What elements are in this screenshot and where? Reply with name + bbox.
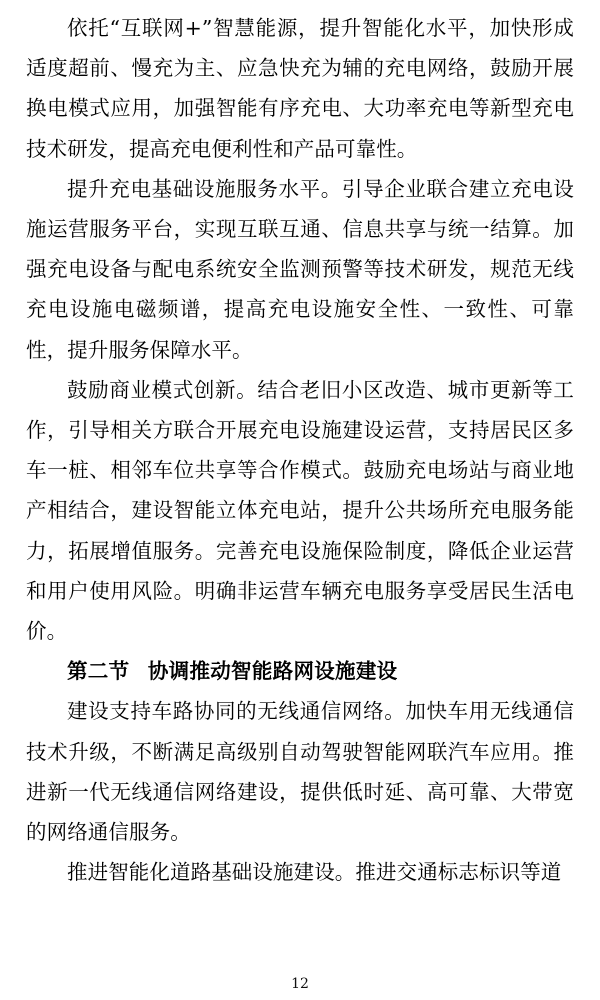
paragraph-5: 推进智能化道路基础设施建设。推进交通标志标识等道	[67, 860, 562, 885]
section-heading	[26, 651, 574, 691]
paragraph-4: 建设支持车路协同的无线通信网络。加快车用无线通信技术升级，不断满足高级别自动驾驶智能网联汽车应用。推进新一代无线通信网络建设，提供低时延、高可靠、大带宽的网络通信服务。	[26, 699, 574, 845]
paragraph-3: 鼓励商业模式创新。结合老旧小区改造、城市更新等工作，引导相关方联合开展充电设施建设运营，支持居民区多车一桩、相邻车位共享等合作模式。鼓励充电场站与商业地产相结合，建设智能立体充电站，提升公共场所充电服务能力，拓展增值服务。完善充电设施保险制度，降低企业运营和用户使用风险。明确非运营车辆充电服务享受居民生活电价。	[26, 377, 574, 644]
section-title: 协调推动智能路网设施建设	[147, 659, 398, 684]
paragraph-2: 提升充电基础设施服务水平。引导企业联合建立充电设施运营服务平台，实现互联互通、信息共享与统一结算。加强充电设备与配电系统安全监测预警等技术研发，规范无线充电设施电磁频谱，提高充电设施安全性、一致性、可靠性，提升服务保障水平。	[26, 176, 574, 362]
section-label: 第二节	[67, 659, 130, 684]
paragraph-1: 依托“互联网+”智慧能源，提升智能化水平，加快形成适度超前、慢充为主、应急快充为辅的充电网络，鼓励开展换电模式应用，加强智能有序充电、大功率充电等新型充电技术研发，提高充电便利性和产品可靠性。	[26, 16, 574, 161]
document-text-body	[26, 8, 574, 892]
page-number: 12	[291, 976, 309, 992]
